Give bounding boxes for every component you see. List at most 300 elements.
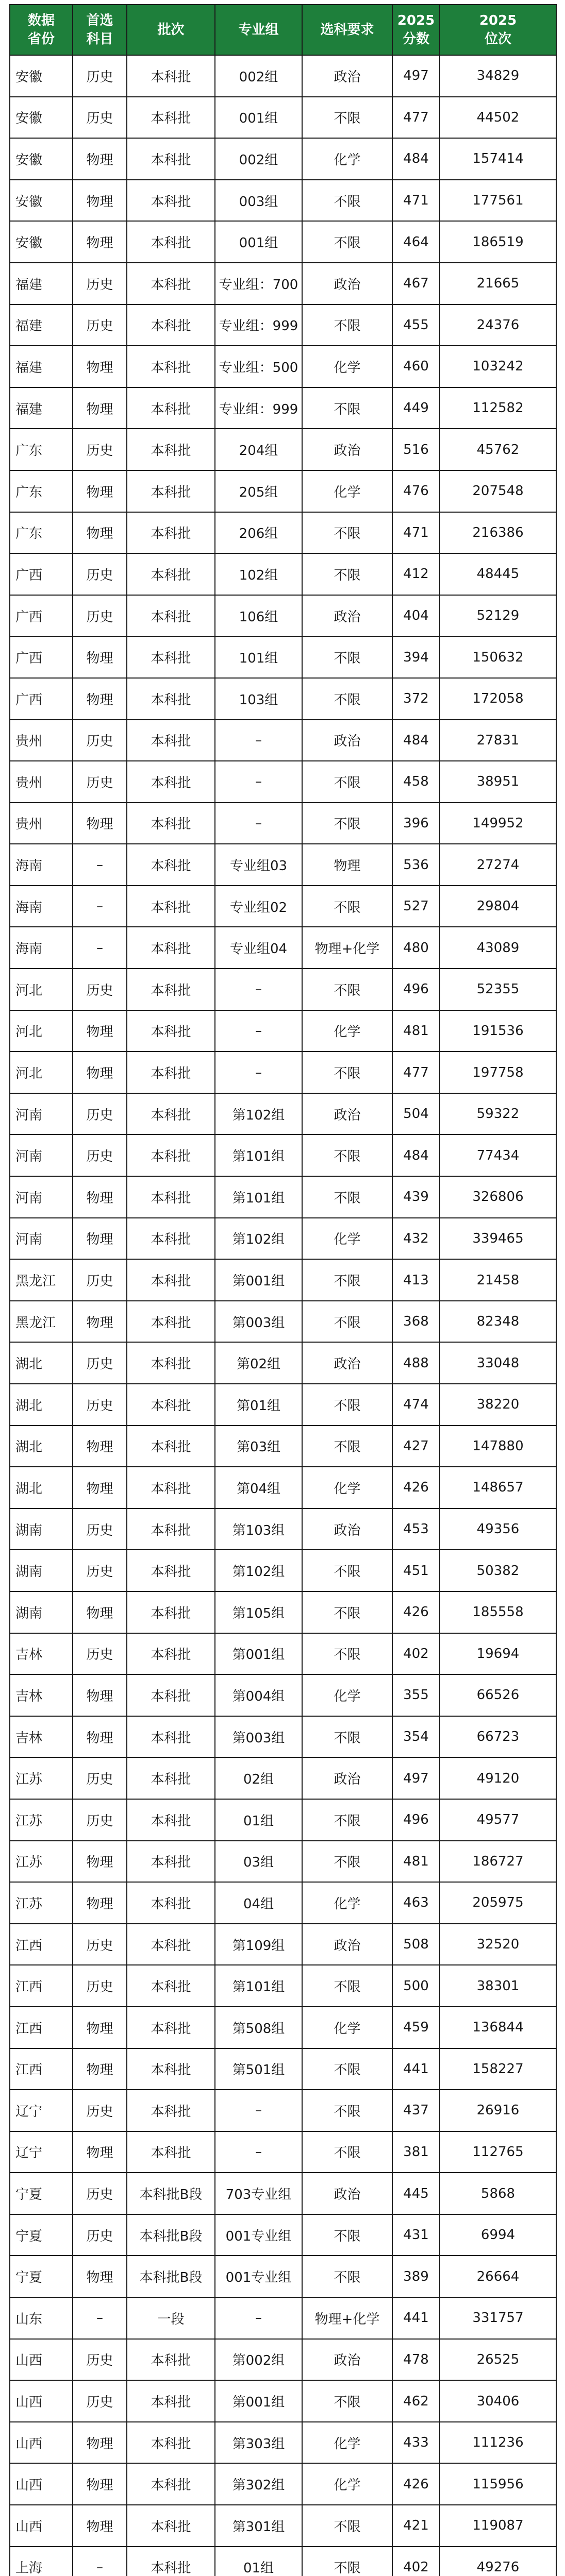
cell-subject: 历史 xyxy=(73,2090,127,2131)
cell-batch: 本科批 xyxy=(127,678,215,720)
cell-group: 第02组 xyxy=(215,1342,302,1384)
cell-batch: 本科批 xyxy=(127,470,215,512)
cell-score: 449 xyxy=(392,387,440,429)
cell-group: 02组 xyxy=(215,1757,302,1799)
cell-rank: 172058 xyxy=(440,678,556,720)
cell-rank: 112582 xyxy=(440,387,556,429)
cell-requirement: 不限 xyxy=(302,761,392,803)
cell-province: 广东 xyxy=(10,429,73,470)
header-province-line: 数据 xyxy=(27,13,55,28)
cell-batch: 本科批 xyxy=(127,1965,215,2007)
cell-score: 404 xyxy=(392,595,440,637)
cell-group: 专业组03 xyxy=(215,844,302,886)
cell-score: 459 xyxy=(392,2007,440,2048)
cell-province: 江西 xyxy=(10,1924,73,1965)
cell-requirement: 不限 xyxy=(302,512,392,554)
cell-requirement: 政治 xyxy=(302,2173,392,2214)
cell-province: 湖南 xyxy=(10,1591,73,1633)
header-requirement xyxy=(302,5,392,55)
cell-group: 001专业组 xyxy=(215,2256,302,2297)
cell-province: 安徽 xyxy=(10,180,73,222)
cell-requirement: 不限 xyxy=(302,1426,392,1467)
cell-group: 第102组 xyxy=(215,1218,302,1260)
cell-subject: 历史 xyxy=(73,1550,127,1591)
cell-subject: 物理 xyxy=(73,2505,127,2547)
cell-rank: 149952 xyxy=(440,803,556,844)
cell-requirement: 不限 xyxy=(302,1799,392,1841)
cell-group: 003组 xyxy=(215,180,302,222)
cell-subject: 历史 xyxy=(73,1384,127,1426)
cell-score: 451 xyxy=(392,1550,440,1591)
cell-subject: 物理 xyxy=(73,512,127,554)
cell-group: 第301组 xyxy=(215,2505,302,2547)
header-score-line: 分数 xyxy=(402,31,429,47)
cell-subject: – xyxy=(73,927,127,969)
cell-province: 江西 xyxy=(10,2007,73,2048)
cell-subject: 历史 xyxy=(73,720,127,761)
cell-score: 504 xyxy=(392,1093,440,1135)
cell-province: 湖北 xyxy=(10,1467,73,1509)
cell-batch: 本科批 xyxy=(127,55,215,97)
cell-score: 426 xyxy=(392,1467,440,1509)
table-row xyxy=(10,678,556,720)
cell-rank: 186519 xyxy=(440,221,556,263)
cell-group: 703专业组 xyxy=(215,2173,302,2214)
cell-province: 河北 xyxy=(10,1052,73,1093)
cell-group: 第004组 xyxy=(215,1674,302,1716)
table-row xyxy=(10,470,556,512)
cell-rank: 216386 xyxy=(440,512,556,554)
cell-rank: 197758 xyxy=(440,1052,556,1093)
cell-rank: 103242 xyxy=(440,346,556,387)
header-batch-line: 批次 xyxy=(157,22,185,38)
cell-group: 001专业组 xyxy=(215,2214,302,2256)
cell-province: 江西 xyxy=(10,1965,73,2007)
cell-subject: 物理 xyxy=(73,1010,127,1052)
cell-batch: 本科批 xyxy=(127,346,215,387)
cell-province: 黑龙江 xyxy=(10,1259,73,1301)
cell-requirement: 不限 xyxy=(302,1301,392,1343)
cell-subject: 物理 xyxy=(73,387,127,429)
cell-requirement: 不限 xyxy=(302,2380,392,2422)
cell-rank: 177561 xyxy=(440,180,556,222)
cell-rank: 48445 xyxy=(440,553,556,595)
cell-group: – xyxy=(215,969,302,1010)
cell-rank: 52129 xyxy=(440,595,556,637)
cell-group: 205组 xyxy=(215,470,302,512)
cell-requirement: 物理+化学 xyxy=(302,927,392,969)
cell-rank: 27831 xyxy=(440,720,556,761)
cell-batch: 本科批 xyxy=(127,1010,215,1052)
cell-batch: 本科批B段 xyxy=(127,2173,215,2214)
cell-subject: 物理 xyxy=(73,1176,127,1218)
cell-rank: 24376 xyxy=(440,304,556,346)
cell-subject: 物理 xyxy=(73,1591,127,1633)
cell-score: 496 xyxy=(392,969,440,1010)
cell-batch: 本科批 xyxy=(127,1259,215,1301)
cell-requirement: 不限 xyxy=(302,1633,392,1675)
cell-group: 001组 xyxy=(215,97,302,139)
cell-rank: 52355 xyxy=(440,969,556,1010)
cell-score: 431 xyxy=(392,2214,440,2256)
cell-province: 海南 xyxy=(10,844,73,886)
cell-requirement: 政治 xyxy=(302,1342,392,1384)
cell-province: 广西 xyxy=(10,595,73,637)
cell-score: 477 xyxy=(392,97,440,139)
cell-province: 安徽 xyxy=(10,97,73,139)
cell-requirement: 不限 xyxy=(302,304,392,346)
cell-subject: 物理 xyxy=(73,1882,127,1924)
cell-batch: 本科批 xyxy=(127,221,215,263)
cell-province: 湖北 xyxy=(10,1342,73,1384)
cell-province: 湖南 xyxy=(10,1550,73,1591)
cell-group: 206组 xyxy=(215,512,302,554)
cell-group: 04组 xyxy=(215,1882,302,1924)
cell-province: 吉林 xyxy=(10,1716,73,1758)
cell-province: 山西 xyxy=(10,2422,73,2464)
cell-subject: 物理 xyxy=(73,2048,127,2090)
cell-batch: 本科批 xyxy=(127,1591,215,1633)
cell-batch: 本科批 xyxy=(127,2048,215,2090)
cell-batch: 本科批 xyxy=(127,1799,215,1841)
cell-requirement: 政治 xyxy=(302,429,392,470)
cell-rank: 150632 xyxy=(440,636,556,678)
cell-subject: 物理 xyxy=(73,803,127,844)
cell-group: 第003组 xyxy=(215,1301,302,1343)
cell-subject: 物理 xyxy=(73,221,127,263)
cell-group: 专业组02 xyxy=(215,886,302,927)
cell-subject: 历史 xyxy=(73,1342,127,1384)
cell-province: 贵州 xyxy=(10,720,73,761)
cell-score: 433 xyxy=(392,2422,440,2464)
cell-score: 402 xyxy=(392,2547,440,2576)
cell-subject: 物理 xyxy=(73,470,127,512)
table-row xyxy=(10,2339,556,2381)
cell-province: 广东 xyxy=(10,512,73,554)
cell-subject: – xyxy=(73,886,127,927)
cell-subject: 物理 xyxy=(73,2131,127,2173)
cell-group: 第508组 xyxy=(215,2007,302,2048)
cell-province: 河北 xyxy=(10,1010,73,1052)
cell-score: 477 xyxy=(392,1052,440,1093)
cell-rank: 32520 xyxy=(440,1924,556,1965)
cell-group: 106组 xyxy=(215,595,302,637)
cell-score: 476 xyxy=(392,470,440,512)
cell-group: 第001组 xyxy=(215,1259,302,1301)
cell-batch: 本科批 xyxy=(127,304,215,346)
cell-score: 439 xyxy=(392,1176,440,1218)
cell-group: 第102组 xyxy=(215,1550,302,1591)
cell-score: 394 xyxy=(392,636,440,678)
cell-requirement: 政治 xyxy=(302,1757,392,1799)
cell-score: 484 xyxy=(392,720,440,761)
cell-province: 江苏 xyxy=(10,1882,73,1924)
cell-score: 536 xyxy=(392,844,440,886)
table-row xyxy=(10,1010,556,1052)
cell-group: – xyxy=(215,2090,302,2131)
cell-rank: 26916 xyxy=(440,2090,556,2131)
cell-subject: 历史 xyxy=(73,2173,127,2214)
cell-batch: 本科批 xyxy=(127,2463,215,2505)
cell-score: 481 xyxy=(392,1010,440,1052)
cell-requirement: 政治 xyxy=(302,1924,392,1965)
cell-group: 第302组 xyxy=(215,2463,302,2505)
cell-batch: 本科批 xyxy=(127,2131,215,2173)
cell-province: 湖北 xyxy=(10,1384,73,1426)
cell-score: 441 xyxy=(392,2048,440,2090)
cell-requirement: 不限 xyxy=(302,1841,392,1883)
cell-requirement: 不限 xyxy=(302,886,392,927)
table-row xyxy=(10,2463,556,2505)
cell-province: 山东 xyxy=(10,2297,73,2339)
table-row xyxy=(10,2131,556,2173)
cell-score: 471 xyxy=(392,180,440,222)
cell-subject: 历史 xyxy=(73,1509,127,1550)
cell-score: 412 xyxy=(392,553,440,595)
cell-group: 第003组 xyxy=(215,1716,302,1758)
table-row xyxy=(10,595,556,637)
cell-requirement: 化学 xyxy=(302,2007,392,2048)
cell-group: 002组 xyxy=(215,55,302,97)
cell-group: 103组 xyxy=(215,678,302,720)
cell-group: 第303组 xyxy=(215,2422,302,2464)
cell-group: – xyxy=(215,720,302,761)
table-row xyxy=(10,1052,556,1093)
cell-score: 484 xyxy=(392,138,440,180)
cell-score: 467 xyxy=(392,263,440,304)
table-row xyxy=(10,1301,556,1343)
cell-rank: 59322 xyxy=(440,1093,556,1135)
table-row xyxy=(10,1342,556,1384)
cell-score: 458 xyxy=(392,761,440,803)
cell-requirement: 政治 xyxy=(302,720,392,761)
cell-batch: 本科批 xyxy=(127,1384,215,1426)
cell-requirement: 不限 xyxy=(302,1550,392,1591)
cell-requirement: 不限 xyxy=(302,2505,392,2547)
cell-batch: 本科批 xyxy=(127,553,215,595)
table-row xyxy=(10,803,556,844)
cell-group: 第105组 xyxy=(215,1591,302,1633)
cell-subject: 物理 xyxy=(73,346,127,387)
cell-score: 488 xyxy=(392,1342,440,1384)
cell-batch: 本科批 xyxy=(127,1467,215,1509)
cell-score: 432 xyxy=(392,1218,440,1260)
cell-province: 吉林 xyxy=(10,1674,73,1716)
cell-subject: 物理 xyxy=(73,2007,127,2048)
cell-province: 吉林 xyxy=(10,1633,73,1675)
cell-rank: 38301 xyxy=(440,1965,556,2007)
cell-rank: 207548 xyxy=(440,470,556,512)
cell-rank: 26525 xyxy=(440,2339,556,2381)
cell-batch: 本科批 xyxy=(127,1882,215,1924)
cell-batch: 本科批 xyxy=(127,263,215,304)
cell-requirement: 不限 xyxy=(302,97,392,139)
cell-group: 001组 xyxy=(215,221,302,263)
cell-province: 山西 xyxy=(10,2463,73,2505)
cell-batch: 本科批 xyxy=(127,1716,215,1758)
cell-subject: 历史 xyxy=(73,1965,127,2007)
cell-requirement: 不限 xyxy=(302,1384,392,1426)
cell-province: 河南 xyxy=(10,1176,73,1218)
cell-score: 355 xyxy=(392,1674,440,1716)
cell-score: 497 xyxy=(392,55,440,97)
header-rank xyxy=(440,5,556,55)
cell-province: 安徽 xyxy=(10,221,73,263)
cell-subject: 历史 xyxy=(73,2339,127,2381)
cell-rank: 148657 xyxy=(440,1467,556,1509)
cell-requirement: 不限 xyxy=(302,180,392,222)
cell-rank: 136844 xyxy=(440,2007,556,2048)
cell-requirement: 政治 xyxy=(302,55,392,97)
cell-province: 福建 xyxy=(10,263,73,304)
cell-requirement: 不限 xyxy=(302,2090,392,2131)
table-row xyxy=(10,927,556,969)
cell-score: 437 xyxy=(392,2090,440,2131)
cell-subject: 物理 xyxy=(73,1674,127,1716)
cell-province: 贵州 xyxy=(10,803,73,844)
table-row xyxy=(10,1841,556,1883)
cell-subject: 历史 xyxy=(73,1924,127,1965)
cell-subject: 历史 xyxy=(73,553,127,595)
cell-subject: 物理 xyxy=(73,138,127,180)
cell-province: 河北 xyxy=(10,969,73,1010)
header-province xyxy=(10,5,73,55)
cell-group: 01组 xyxy=(215,2547,302,2576)
cell-group: 专业组04 xyxy=(215,927,302,969)
cell-requirement: 不限 xyxy=(302,2131,392,2173)
cell-batch: 本科批 xyxy=(127,927,215,969)
cell-score: 427 xyxy=(392,1426,440,1467)
cell-subject: 历史 xyxy=(73,595,127,637)
cell-requirement: 不限 xyxy=(302,2256,392,2297)
cell-subject: 物理 xyxy=(73,1301,127,1343)
cell-group: – xyxy=(215,2297,302,2339)
cell-score: 496 xyxy=(392,1799,440,1841)
cell-requirement: 化学 xyxy=(302,1010,392,1052)
cell-group: 第002组 xyxy=(215,2339,302,2381)
cell-province: 湖北 xyxy=(10,1426,73,1467)
table-row xyxy=(10,553,556,595)
cell-batch: 本科批 xyxy=(127,1841,215,1883)
cell-batch: 本科批B段 xyxy=(127,2256,215,2297)
cell-group: 002组 xyxy=(215,138,302,180)
cell-province: 福建 xyxy=(10,387,73,429)
cell-batch: 本科批 xyxy=(127,2007,215,2048)
cell-group: 03组 xyxy=(215,1841,302,1883)
cell-rank: 44502 xyxy=(440,97,556,139)
header-row xyxy=(10,5,556,55)
cell-subject: 物理 xyxy=(73,2256,127,2297)
cell-rank: 49577 xyxy=(440,1799,556,1841)
table-row xyxy=(10,720,556,761)
cell-rank: 45762 xyxy=(440,429,556,470)
cell-requirement: 化学 xyxy=(302,2422,392,2464)
cell-requirement: 化学 xyxy=(302,1882,392,1924)
cell-score: 396 xyxy=(392,803,440,844)
cell-subject: 物理 xyxy=(73,678,127,720)
cell-rank: 119087 xyxy=(440,2505,556,2547)
cell-score: 421 xyxy=(392,2505,440,2547)
cell-score: 368 xyxy=(392,1301,440,1343)
table-row xyxy=(10,263,556,304)
cell-batch: 本科批 xyxy=(127,1674,215,1716)
cell-requirement: 政治 xyxy=(302,263,392,304)
cell-subject: 物理 xyxy=(73,2422,127,2464)
table-row xyxy=(10,1176,556,1218)
table-row xyxy=(10,1384,556,1426)
table-row xyxy=(10,97,556,139)
cell-rank: 33048 xyxy=(440,1342,556,1384)
cell-subject: 历史 xyxy=(73,1259,127,1301)
cell-rank: 5868 xyxy=(440,2173,556,2214)
cell-batch: 本科批 xyxy=(127,1301,215,1343)
cell-province: 河南 xyxy=(10,1218,73,1260)
cell-batch: 本科批B段 xyxy=(127,2214,215,2256)
cell-group: – xyxy=(215,2131,302,2173)
cell-batch: 本科批 xyxy=(127,2380,215,2422)
cell-subject: 历史 xyxy=(73,263,127,304)
cell-group: 第102组 xyxy=(215,1093,302,1135)
cell-score: 453 xyxy=(392,1509,440,1550)
cell-group: – xyxy=(215,803,302,844)
table-row xyxy=(10,1591,556,1633)
cell-batch: 本科批 xyxy=(127,2547,215,2576)
cell-subject: 历史 xyxy=(73,2214,127,2256)
cell-score: 478 xyxy=(392,2339,440,2381)
cell-subject: 历史 xyxy=(73,1799,127,1841)
cell-requirement: 不限 xyxy=(302,636,392,678)
cell-score: 527 xyxy=(392,886,440,927)
table-row xyxy=(10,1134,556,1176)
cell-province: 福建 xyxy=(10,346,73,387)
cell-rank: 30406 xyxy=(440,2380,556,2422)
cell-score: 474 xyxy=(392,1384,440,1426)
header-subject xyxy=(73,5,127,55)
cell-rank: 49276 xyxy=(440,2547,556,2576)
cell-group: 102组 xyxy=(215,553,302,595)
cell-score: 445 xyxy=(392,2173,440,2214)
table-row xyxy=(10,55,556,97)
table-row xyxy=(10,2422,556,2464)
cell-requirement: 不限 xyxy=(302,1716,392,1758)
cell-subject: 物理 xyxy=(73,1426,127,1467)
cell-batch: 本科批 xyxy=(127,1509,215,1550)
cell-requirement: 政治 xyxy=(302,1509,392,1550)
cell-group: 第01组 xyxy=(215,1384,302,1426)
header-score-line: 2025 xyxy=(397,13,435,28)
cell-score: 497 xyxy=(392,1757,440,1799)
cell-subject: 物理 xyxy=(73,2463,127,2505)
cell-group: 101组 xyxy=(215,636,302,678)
cell-rank: 43089 xyxy=(440,927,556,969)
cell-batch: 本科批 xyxy=(127,1093,215,1135)
cell-province: 河南 xyxy=(10,1134,73,1176)
table-row xyxy=(10,636,556,678)
header-score xyxy=(392,5,440,55)
cell-requirement: 化学 xyxy=(302,1218,392,1260)
cell-batch: 本科批 xyxy=(127,969,215,1010)
cell-subject: 历史 xyxy=(73,761,127,803)
cell-requirement: 化学 xyxy=(302,138,392,180)
cell-batch: 本科批 xyxy=(127,1052,215,1093)
cell-batch: 本科批 xyxy=(127,2505,215,2547)
cell-rank: 21665 xyxy=(440,263,556,304)
cell-requirement: 不限 xyxy=(302,1134,392,1176)
table-row xyxy=(10,1467,556,1509)
cell-requirement: 不限 xyxy=(302,1591,392,1633)
cell-province: 安徽 xyxy=(10,55,73,97)
cell-batch: 本科批 xyxy=(127,636,215,678)
